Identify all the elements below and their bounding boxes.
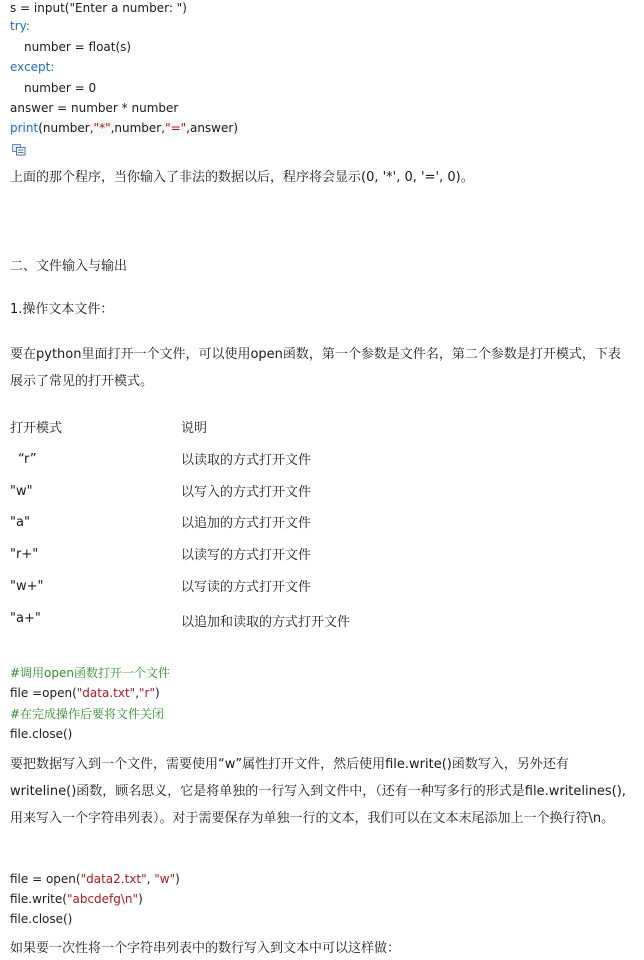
table-cell: "r+" — [10, 547, 39, 562]
table-cell: 以读取的方式打开文件 — [181, 453, 312, 468]
code-line: try: — [10, 19, 30, 33]
code-comment: #在完成操作后要将文件关闭 — [10, 707, 165, 721]
table-cell: 以追加的方式打开文件 — [181, 516, 312, 531]
paragraph: 要在python里面打开一个文件，可以使用open函数，第一个参数是文件名，第二个参数是打开模式，下表展示了常见的打开模式。 — [10, 347, 621, 389]
code-line: except: — [10, 60, 55, 74]
table-cell: 以写入的方式打开文件 — [181, 485, 312, 500]
code-line: file.close() — [10, 727, 73, 741]
table-cell: "a" — [10, 515, 30, 530]
subsection-heading: 1.操作文本文件： — [10, 302, 114, 317]
code-line: file = open("data2.txt", "w") — [10, 872, 180, 886]
table-header: 说明 — [181, 421, 208, 436]
code-line: file.write("abcdefg\n") — [10, 892, 143, 906]
table-cell: "w" — [10, 484, 33, 499]
section-heading: 二、文件输入与输出 — [10, 259, 128, 274]
code-line: print(number,"*",number,"=",answer) — [10, 121, 238, 135]
paragraph: 上面的那个程序，当你输入了非法的数据以后，程序将会显示(0, '*', 0, '=', 0)。 — [10, 170, 474, 185]
table-cell: "w+" — [10, 579, 44, 594]
table-cell: "a+" — [10, 611, 41, 626]
table-cell: 以读写的方式打开文件 — [181, 548, 312, 563]
table-cell: 以写读的方式打开文件 — [181, 580, 312, 595]
code-line: file.close() — [10, 912, 73, 926]
code-line: file =open("data.txt","r") — [10, 686, 160, 700]
copy-code-icon[interactable] — [12, 144, 26, 156]
code-comment: #调用open函数打开一个文件 — [10, 666, 171, 680]
table-cell: 以追加和读取的方式打开文件 — [181, 615, 351, 630]
table-cell: “r” — [18, 452, 37, 467]
paragraph: 如果要一次性将一个字符串列表中的数行写入到文本中可以这样做： — [10, 941, 401, 956]
paragraph: 要把数据写入到一个文件，需要使用“w”属性打开文件，然后使用file.write()函数写入，另外还有writeline()函数，顾名思义，它是将单独的一行写入到文件中，（还有一种写多行的形式是file.writelines(),用来写入一个字符串列表）。对于需要保存为单独一行的文本，我们可以在文本末尾添加上一个换行符\n。 — [10, 757, 626, 826]
code-line: number = 0 — [24, 81, 97, 95]
code-line: number = float(s) — [24, 40, 132, 54]
code-line: answer = number * number — [10, 101, 179, 115]
table-header: 打开模式 — [10, 421, 63, 436]
code-line: s = input("Enter a number: ") — [10, 1, 187, 15]
